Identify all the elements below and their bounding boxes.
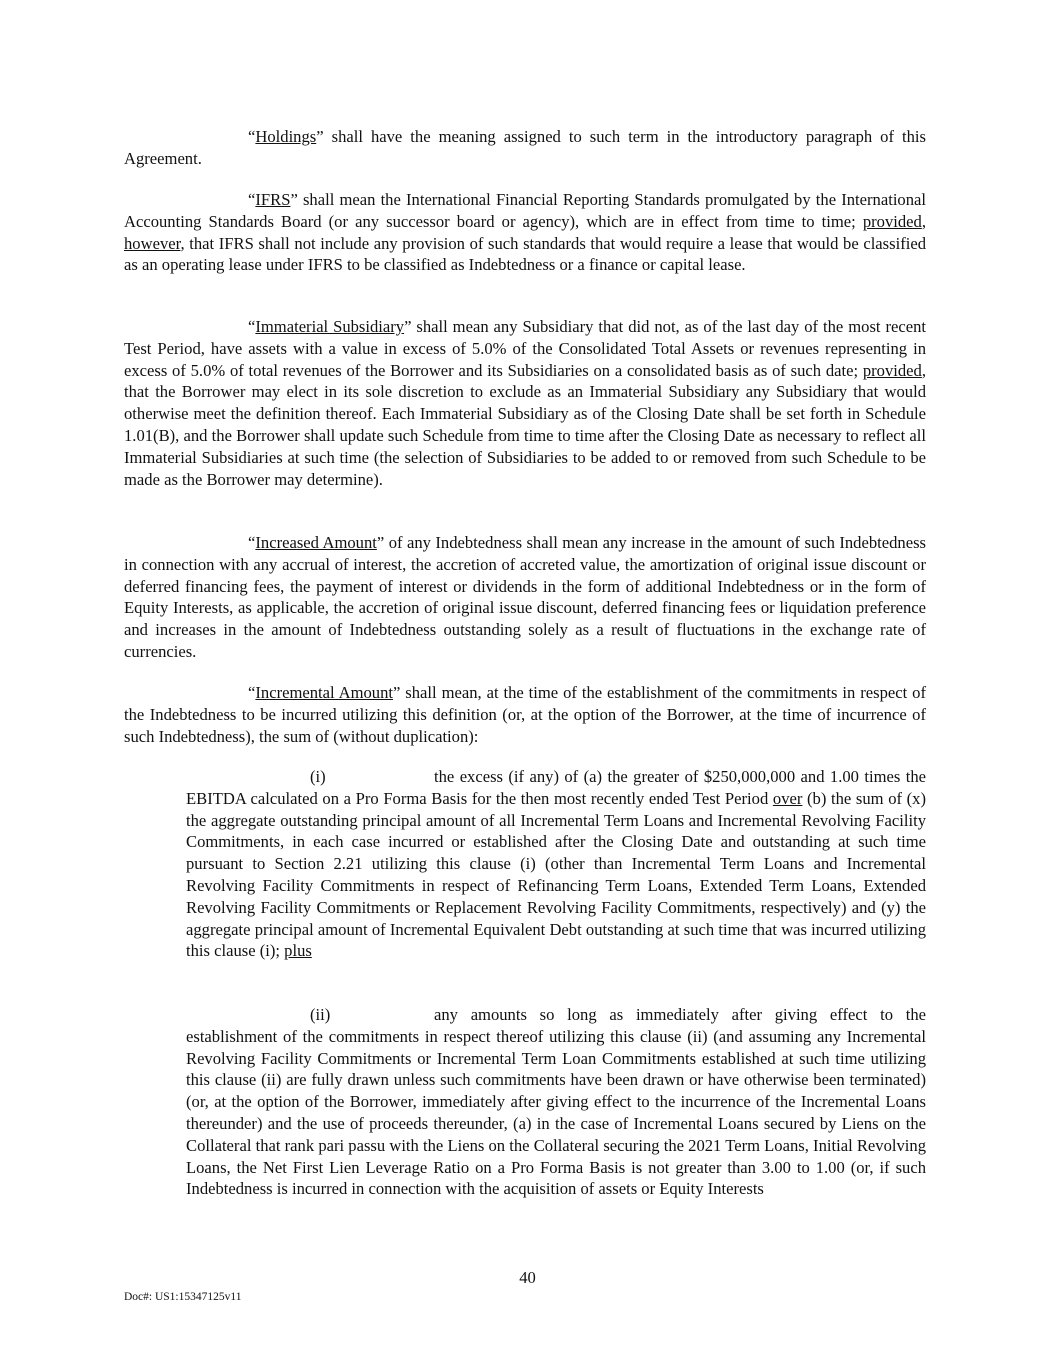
plus-term: plus (284, 941, 312, 961)
definition-ifrs: “IFRS” shall mean the International Financial Reporting Standards promulgated by the International Accounting Standards Board (or any successor board or agency), which are in effect from time to time; provided, however, that IFRS shall not include any provision of such standards that would require a lease that would be classified as an operating lease under IFRS to be classified as Indebtedness or a finance or capital lease. (124, 190, 926, 275)
defined-term-increased-amount: Increased Amount (255, 533, 377, 552)
defined-term-ifrs: IFRS (255, 190, 291, 209)
clause-number: (i) (310, 767, 326, 786)
clause-number: (ii) (310, 1005, 331, 1024)
provided-term: provided (862, 211, 922, 231)
definition-incremental-amount: “Incremental Amount” shall mean, at the time of the establishment of the commitments in respect of the Indebtedness to be incurred utilizing this definition (or, at the option of the Borrower, at the time of incurrence of such Indebtedness), the sum of (without duplication): (124, 683, 926, 746)
defined-term-immaterial-subsidiary: Immaterial Subsidiary (255, 317, 405, 336)
page-number: 40 (519, 1268, 536, 1287)
definition-immaterial-subsidiary: “Immaterial Subsidiary” shall mean any Subsidiary that did not, as of the last day of the most recent Test Period, have assets with a value in excess of 5.0% of the Consolidated Total Assets or revenues representing in excess of 5.0% of total revenues of the Borrower and its Subsidiaries on a consolidated basis as of such date; provided, that the Borrower may elect in its sole discretion to exclude as an Immaterial Subsidiary any Subsidiary that would otherwise meet the definition thereof. Each Immaterial Subsidiary as of the Closing Date shall be set forth in Schedule 1.01(B), and the Borrower shall update such Schedule from time to time after the Closing Date as necessary to reflect all Immaterial Subsidiaries at such time (the selection of Subsidiaries to be added to or removed from such Schedule to be made as the Borrower may determine). (124, 317, 926, 489)
document-id: Doc#: US1:15347125v11 (124, 1291, 242, 1303)
definition-holdings: “Holdings” shall have the meaning assigned to such term in the introductory paragraph of this Agreement. (124, 127, 926, 168)
definition-increased-amount: “Increased Amount” of any Indebtedness shall mean any increase in the amount of such Indebtedness in connection with any accrual of interest, the accretion of accreted value, the amortization of original issue discount or deferred financing fees, the payment of interest or dividends in the form of additional Indebtedness or in the form of Equity Interests, as applicable, the accretion of original issue discount, deferred financing fees or liquidation preference and increases in the amount of Indebtedness outstanding solely as a result of fluctuations in the exchange rate of currencies. (124, 533, 926, 661)
over-term: over (772, 788, 803, 808)
however-term: however (124, 233, 181, 253)
defined-term-holdings: Holdings (255, 127, 317, 146)
clause-ii: (ii) any amounts so long as immediately after giving effect to the establishment of the commitments in respect thereof utilizing this clause (ii) (and assuming any Incremental Revolving Facility Commitments or Incremental Term Loan Commitments established at such time utilizing this clause (ii) are fully drawn unless such commitments have been drawn or have otherwise been terminated) (or, at the option of the Borrower, immediately after giving effect to the incurrence of the Incremental Loans thereunder) and the use of proceeds thereunder, (a) in the case of Incremental Loans secured by Liens on the Collateral that rank pari passu with the Liens on the Collateral securing the 2021 Term Loans, Initial Revolving Loans, the Net First Lien Leverage Ratio on a Pro Forma Basis is not greater than 3.00 to 1.00 (or, if such Indebtedness is incurred in connection with the acquisition of assets or Equity Interests (186, 1005, 926, 1199)
defined-term-incremental-amount: Incremental Amount (255, 683, 394, 702)
provided-term: provided (862, 360, 922, 380)
clause-i: (i) the excess (if any) of (a) the greater of $250,000,000 and 1.00 times the EBITDA calculated on a Pro Forma Basis for the then most recently ended Test Period over (b) the sum of (x) the aggregate outstanding principal amount of all Incremental Term Loans and Incremental Revolving Facility Commitments, in each case incurred or established after the Closing Date and outstanding at such time pursuant to Section 2.21 utilizing this clause (i) (other than Incremental Term Loans and Incremental Revolving Facility Commitments in respect of Refinancing Term Loans, Extended Term Loans, Extended Revolving Facility Commitments or Replacement Revolving Facility Commitments, respectively) and (y) the aggregate principal amount of Incremental Equivalent Debt outstanding at such time that was incurred utilizing this clause (i); plus (186, 767, 927, 961)
